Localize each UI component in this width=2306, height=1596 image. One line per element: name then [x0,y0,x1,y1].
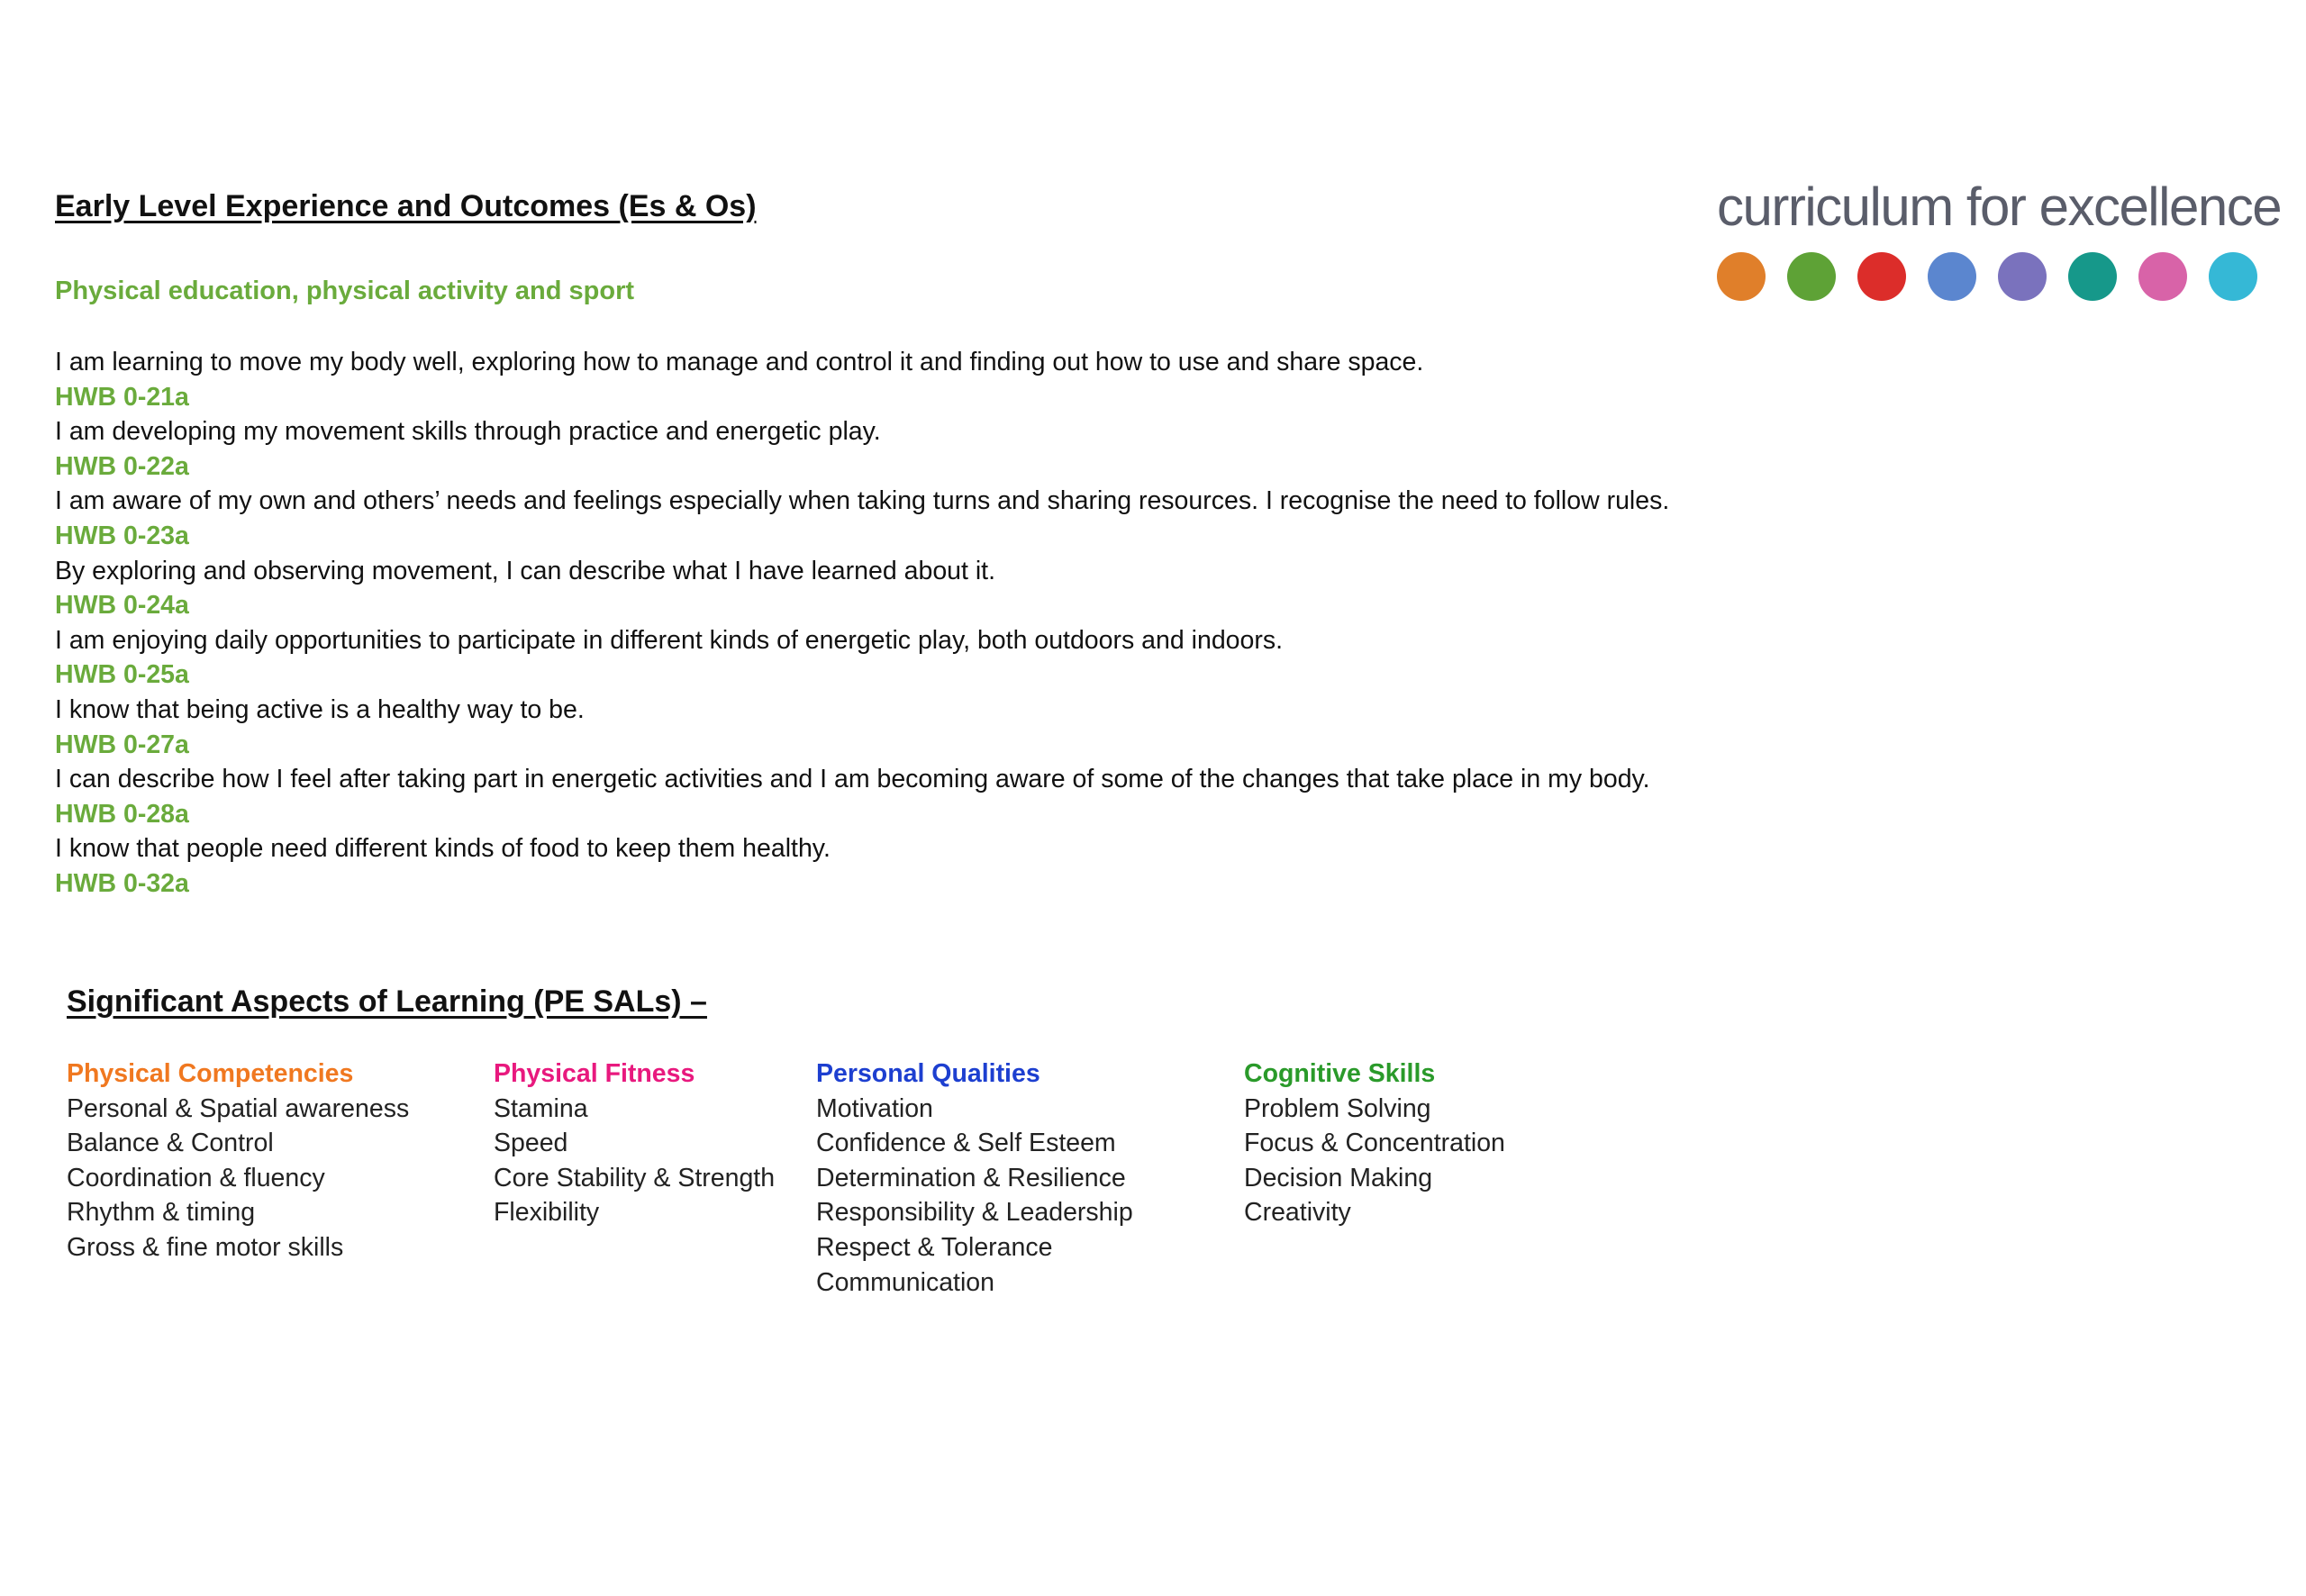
outcome-statement: I know that being active is a healthy way to be. [55,694,585,724]
sal-item: Rhythm & timing [67,1198,256,1228]
outcome-item [55,345,1669,414]
sal-item: Speed [494,1129,568,1158]
sal-item: Determination & Resilience [816,1163,1126,1192]
outcome-code: HWB 0-28a [55,799,189,829]
outcome-statement: By exploring and observing movement, I can describe what I have learned about it. [55,556,996,585]
sal-item: Gross & fine motor skills [67,1232,344,1262]
outcome-item [55,693,1669,762]
sal-column-physical-fitness [494,1056,775,1230]
outcome-statement: I am developing my movement skills through practice and energetic play. [55,417,881,447]
sal-item: Coordination & fluency [67,1163,325,1192]
sal-column-cognitive-skills [1244,1056,1505,1230]
sal-column-items [67,1092,409,1265]
sal-item: Flexibility [494,1198,600,1228]
sal-column-items [816,1092,1133,1301]
outcome-item [55,484,1669,553]
sal-item: Motivation [816,1093,933,1123]
logo-dot [1928,252,1976,301]
outcome-code: HWB 0-23a [55,521,189,550]
outcome-statement: I am enjoying daily opportunities to participate in different kinds of energetic play, both outdoors and indoors. [55,625,1284,655]
outcomes-list [55,345,1669,902]
sal-item: Communication [816,1267,994,1297]
outcome-statement: I know that people need different kinds of food to keep them healthy. [55,834,831,864]
logo-dot [1717,252,1766,301]
page-subtitle: Physical education, physical activity and sport [55,277,635,305]
outcome-item [55,623,1669,693]
outcome-item [55,414,1669,484]
outcome-code: HWB 0-22a [55,451,189,481]
sal-item: Creativity [1244,1198,1351,1228]
sal-column-items [494,1092,775,1230]
logo-dot [1998,252,2047,301]
sal-column-heading: Cognitive Skills [1244,1059,1436,1088]
sal-column-personal-qualities [816,1056,1133,1300]
logo-dot [2138,252,2187,301]
logo-text: curriculum for excellence [1717,177,2282,237]
outcome-statement: I am aware of my own and others’ needs and feelings especially when taking turns and sharing resources. I recognise the need to follow rules. [55,486,1670,516]
outcome-code: HWB 0-21a [55,382,189,412]
sal-column-heading: Physical Competencies [67,1059,354,1088]
outcome-item [55,554,1669,623]
outcome-code: HWB 0-27a [55,730,189,759]
sal-item: Balance & Control [67,1129,274,1158]
sal-title: Significant Aspects of Learning (PE SALs) – [67,984,707,1019]
sal-item: Confidence & Self Esteem [816,1129,1116,1158]
outcome-code: HWB 0-32a [55,868,189,898]
sal-column-heading: Personal Qualities [816,1059,1040,1088]
logo-dot [1787,252,1836,301]
logo-dot [1857,252,1906,301]
outcome-item [55,831,1669,901]
sal-item: Focus & Concentration [1244,1129,1505,1158]
outcome-code: HWB 0-25a [55,660,189,690]
outcome-code: HWB 0-24a [55,591,189,621]
curriculum-for-excellence-logo [1711,177,2282,306]
sal-column-items [1244,1092,1505,1230]
sal-column-physical-competencies [67,1056,409,1265]
outcome-statement: I can describe how I feel after taking part in energetic activities and I am becoming aware of some of the changes that take place in my body. [55,765,1650,794]
sal-item: Stamina [494,1093,588,1123]
sal-item: Core Stability & Strength [494,1163,776,1192]
sal-column-heading: Physical Fitness [494,1059,695,1088]
logo-dots [1717,252,2279,301]
outcome-statement: I am learning to move my body well, exploring how to manage and control it and finding out how to use and share space. [55,348,1424,376]
sal-item: Respect & Tolerance [816,1232,1053,1262]
sal-item: Responsibility & Leadership [816,1198,1133,1228]
logo-dot [2068,252,2117,301]
outcome-item [55,762,1669,831]
sal-item: Decision Making [1244,1163,1433,1192]
logo-dot [2209,252,2257,301]
page-title: Early Level Experience and Outcomes (Es & Os) [55,189,757,223]
sal-item: Problem Solving [1244,1093,1431,1123]
sal-item: Personal & Spatial awareness [67,1093,410,1123]
